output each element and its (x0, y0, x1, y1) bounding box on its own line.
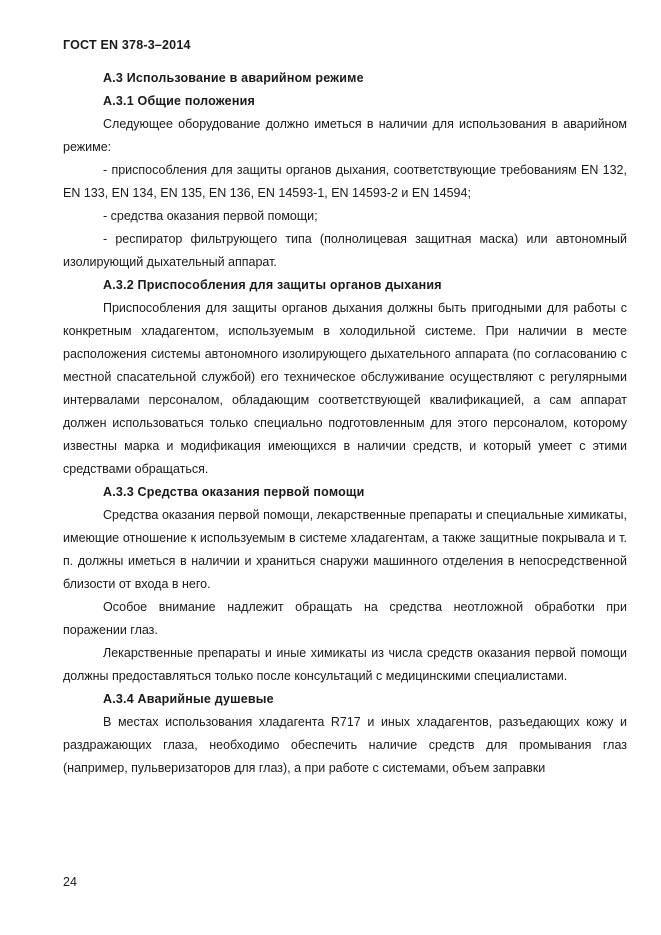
paragraph: Особое внимание надлежит обращать на средства неотложной обработки при поражении глаз. (63, 600, 627, 637)
paragraph: Следующее оборудование должно иметься в наличии для использования в аварийном режиме: (63, 117, 627, 154)
paragraph: Средства оказания первой помощи, лекарственные препараты и специальные химикаты, имеющие отношение к используемым в системе хладагентам, а также защитные покрывала и т. п. должны иметься в наличии и храниться снаружи машинного отделения в непосредственной близости от входа в него. (63, 508, 627, 591)
page-number: 24 (63, 875, 77, 889)
paragraph: Лекарственные препараты и иные химикаты из числа средств оказания первой помощи должны предоставляться только после консультаций с медицинскими специалистами. (63, 646, 627, 683)
list-item: - приспособления для защиты органов дыхания, соответствующие требованиям EN 132, EN 133, EN 134, EN 135, EN 136, EN 14593-1, EN 14593-2 и EN 14594; (63, 163, 627, 200)
paragraph: Приспособления для защиты органов дыхания должны быть пригодными для работы с конкретным хладагентом, используемым в холодильной системе. При наличии в месте расположения системы автономного изолирующего дыхательного аппарата (по согласованию с местной спасательной службой) его техническое обслуживание осуществляют с регулярными интервалами персоналом, обладающим соответствующей квалификацией, а сам аппарат должен использоваться только специально подготовленным для этого персоналом, которому известны марка и модификация имеющихся в наличии средств, и который умеет с этими средствами обращаться. (63, 301, 627, 476)
list-item: - респиратор фильтрующего типа (полнолицевая защитная маска) или автономный изолирующий дыхательный аппарат. (63, 232, 627, 269)
subsection-heading-showers: А.3.4 Аварийные душевые (103, 692, 274, 706)
paragraph: В местах использования хладагента R717 и иных хладагентов, разъедающих кожу и раздражающих глаза, необходимо обеспечить наличие средств для промывания глаз (например, пульверизаторов для глаз), а при работе с системами, объем заправки (63, 715, 627, 775)
section-heading: А.3 Использование в аварийном режиме (103, 71, 364, 85)
document-id: ГОСТ EN 378-3–2014 (63, 38, 191, 52)
subsection-heading-first-aid: А.3.3 Средства оказания первой помощи (103, 485, 365, 499)
list-item: - средства оказания первой помощи; (103, 209, 318, 223)
subsection-heading-general: А.3.1 Общие положения (103, 94, 255, 108)
content-body (63, 67, 627, 780)
subsection-heading-respiratory: А.3.2 Приспособления для защиты органов дыхания (103, 278, 442, 292)
